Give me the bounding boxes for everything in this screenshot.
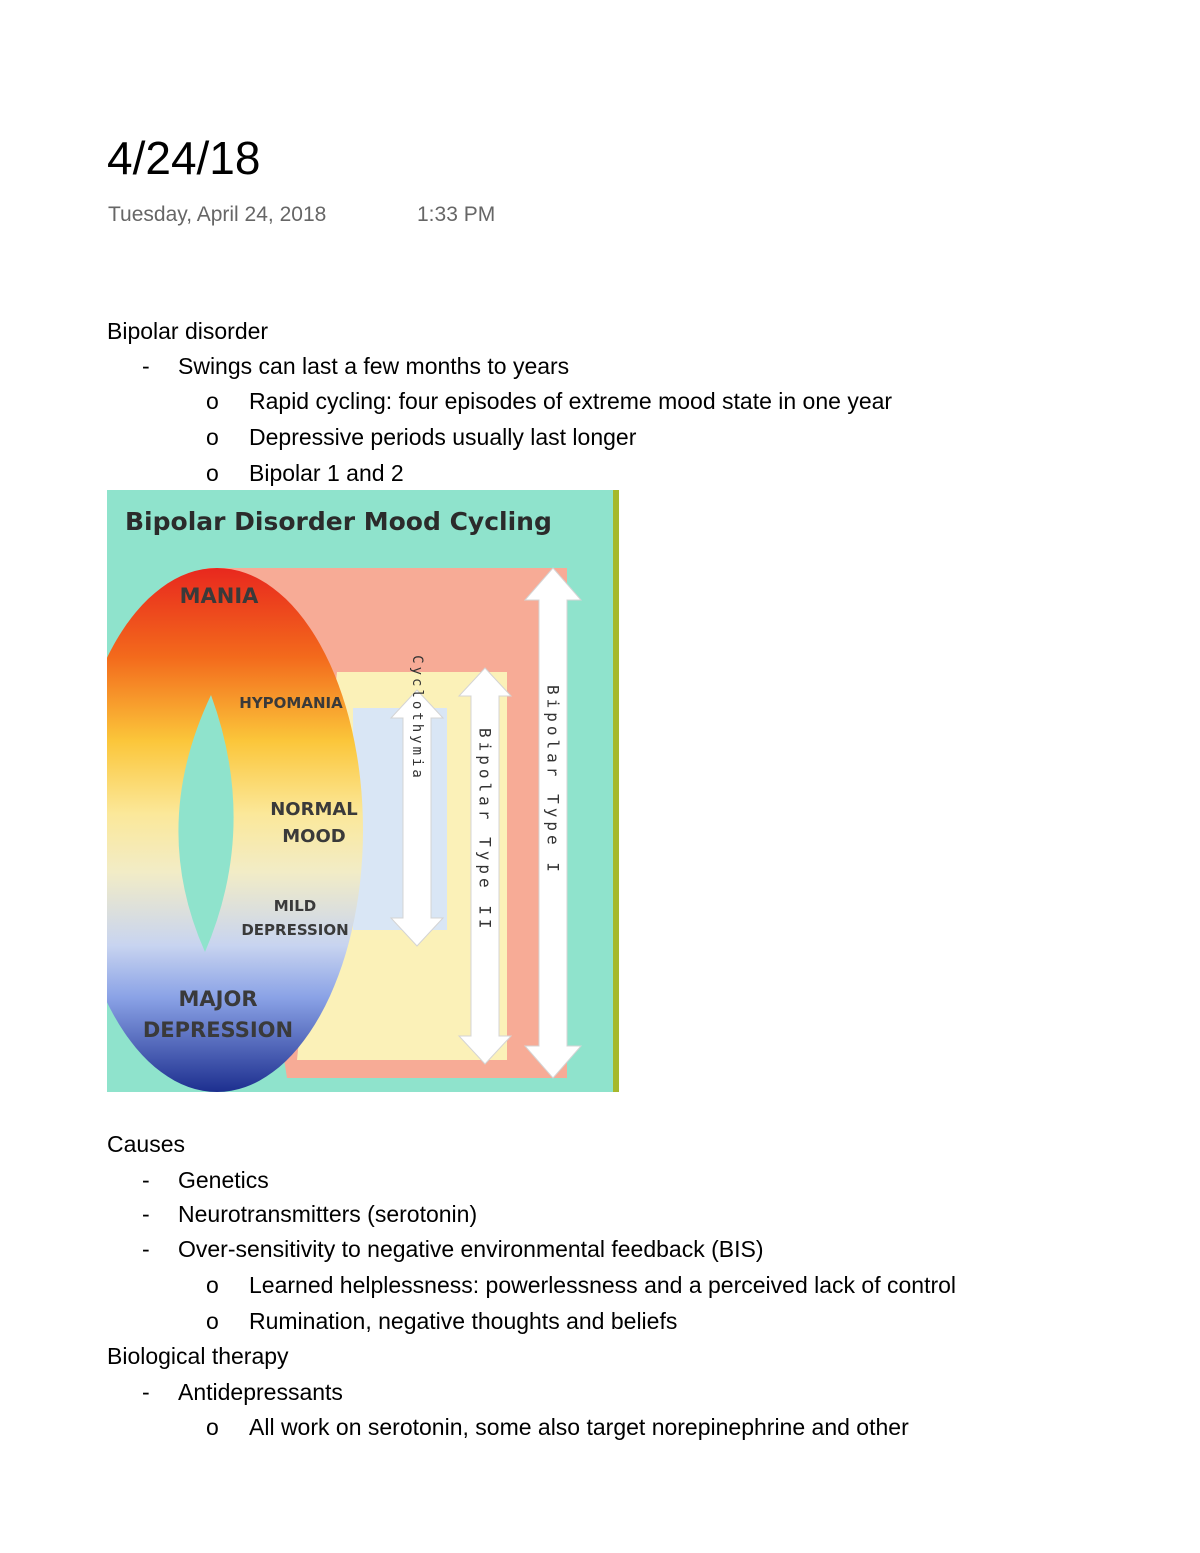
list-item: Antidepressants	[178, 1379, 343, 1405]
list-item: Rapid cycling: four episodes of extreme mood state in one year	[249, 388, 893, 414]
list-item: Genetics	[178, 1167, 269, 1193]
page-title: 4/24/18	[107, 132, 261, 184]
list-item: Neurotransmitters (serotonin)	[178, 1201, 478, 1227]
type1-label: Bipolar Type I	[543, 685, 563, 876]
label-hypomania: HYPOMANIA	[239, 694, 343, 712]
circle-bullet: o	[206, 388, 219, 414]
dash-bullet: -	[142, 1201, 150, 1227]
label-major: MAJOR	[178, 987, 258, 1011]
circle-bullet: o	[206, 1308, 219, 1334]
cyclothymia-label: Cyclothymia	[409, 655, 425, 781]
circle-bullet: o	[206, 1414, 219, 1440]
list-item: Rumination, negative thoughts and beliefs	[249, 1308, 678, 1334]
dash-bullet: -	[142, 1236, 150, 1262]
list-item: Depressive periods usually last longer	[249, 424, 637, 450]
circle-bullet: o	[206, 1272, 219, 1298]
dash-bullet: -	[142, 1379, 150, 1405]
page-time: 1:33 PM	[417, 203, 496, 226]
cyclothymia-band	[353, 708, 447, 930]
figure-right-edge	[613, 490, 619, 1092]
label-normal: NORMAL	[270, 799, 358, 820]
dash-bullet: -	[142, 353, 150, 379]
list-item: Swings can last a few months to years	[178, 353, 570, 379]
heading-causes: Causes	[107, 1131, 185, 1157]
mood-cycling-figure	[107, 490, 619, 1092]
label-major-depression: DEPRESSION	[142, 1018, 294, 1042]
circle-bullet: o	[206, 424, 219, 450]
list-item: Bipolar 1 and 2	[249, 460, 404, 486]
label-mild: MILD	[273, 897, 317, 915]
label-mood: MOOD	[282, 826, 346, 847]
figure-title: Bipolar Disorder Mood Cycling	[125, 507, 552, 536]
heading-bipolar: Bipolar disorder	[107, 318, 269, 344]
mood-cycling-diagram	[107, 490, 619, 1092]
type2-label: Bipolar Type II	[475, 728, 495, 933]
list-item: All work on serotonin, some also target norepinephrine and other	[249, 1414, 909, 1440]
dash-bullet: -	[142, 1167, 150, 1193]
heading-biological-therapy: Biological therapy	[107, 1343, 289, 1369]
list-item: Learned helplessness: powerlessness and a perceived lack of control	[249, 1272, 957, 1298]
circle-bullet: o	[206, 460, 219, 486]
page-date: Tuesday, April 24, 2018	[108, 203, 327, 226]
label-mild-depression: DEPRESSION	[241, 921, 349, 939]
label-mania: MANIA	[179, 584, 259, 608]
list-item: Over-sensitivity to negative environmental feedback (BIS)	[178, 1236, 764, 1262]
